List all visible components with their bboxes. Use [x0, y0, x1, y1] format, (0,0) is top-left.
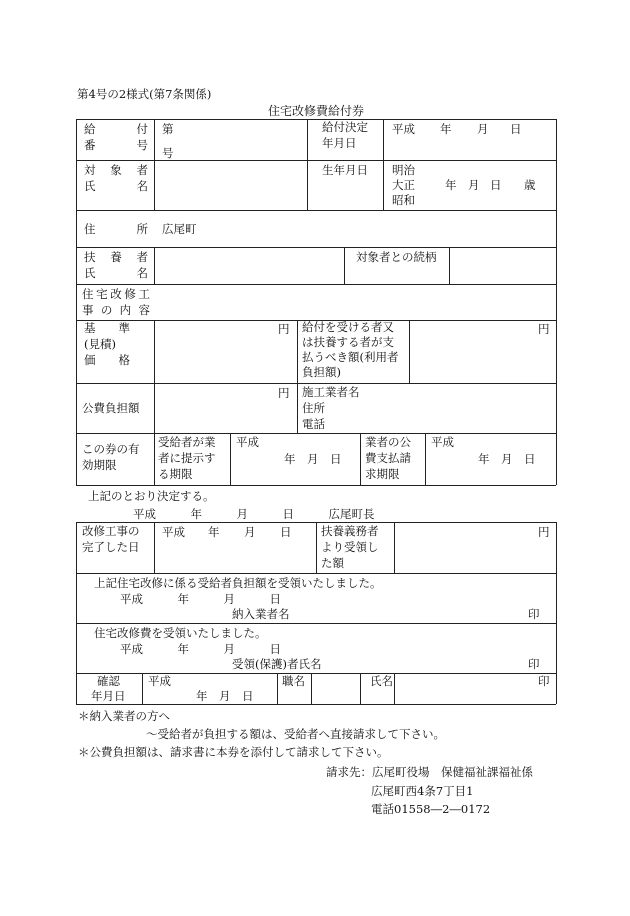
confirm-era: 平成 [148, 674, 171, 688]
supporter-label-2: 氏 名 [84, 266, 148, 280]
claim-deadline-era: 平成 [431, 435, 454, 449]
note-contractor-heading: ＊納入業者の方へ [78, 709, 170, 723]
decision-year: 年 [440, 122, 452, 136]
confirm-label: 確認 [97, 674, 120, 688]
name-label: 氏名 [370, 674, 393, 688]
address-value: 広尾町 [162, 222, 197, 236]
form-number: 第4号の2様式(第7条関係) [77, 87, 212, 101]
decision-date-label: 給付決定 年月日 [322, 120, 368, 150]
address-label: 住 所 [84, 222, 148, 236]
decision-statement: 上記のとおり決定する。 [88, 489, 215, 503]
public-amount-yen: 円 [278, 386, 290, 400]
contractor-name-label: 納入業者名 [232, 607, 290, 621]
payer-amount-yen: 円 [538, 322, 550, 336]
contractor-label: 施工業者名 住所 電話 [302, 385, 360, 431]
recipient-seal: 印 [528, 657, 540, 671]
decision-date-line: 平成 年 月 日 広尾町長 [133, 507, 375, 521]
subject-label: 対 象 者 [84, 163, 148, 177]
recipient-name-label: 受領(保護)者氏名 [232, 657, 322, 671]
grant-number-label: 給 付 [84, 122, 148, 136]
birth-age: 歳 [524, 178, 536, 192]
standard-price-label: 基 準 (見積) 価 格 [84, 321, 130, 367]
birth-date-label: 生年月日 [322, 163, 368, 177]
relation-label: 対象者との続柄 [356, 250, 437, 264]
birth-year: 年 [445, 178, 457, 192]
contact-address: 広尾町西4条7丁目1 [371, 784, 474, 798]
form-title: 住宅改修費給付券 [268, 104, 365, 118]
birth-eras: 明治 大正 昭和 [392, 163, 415, 207]
completion-date-label: 改修工事の 完了した日 [82, 524, 140, 554]
position-label: 職名 [282, 674, 305, 688]
received-amount-label: 扶養義務者 より受領し た額 [321, 524, 379, 570]
subject-label-2: 氏 名 [84, 179, 148, 193]
confirm-seal: 印 [538, 674, 550, 688]
claim-deadline-date: 年 月 日 [478, 452, 536, 466]
grant-number-label-2: 番 号 [84, 138, 148, 152]
standard-price-yen: 円 [278, 322, 290, 336]
receipt-contractor-text: 上記住宅改修に係る受給者負担額を受領いたしました。 [94, 576, 382, 590]
supporter-label: 扶 養 者 [84, 250, 148, 264]
birth-month: 月 [468, 178, 480, 192]
decision-era: 平成 [392, 122, 415, 136]
decision-day: 日 [510, 122, 522, 136]
present-deadline-date: 年 月 日 [284, 452, 342, 466]
contact-phone: 電話01558―2―0172 [371, 802, 491, 816]
completion-month: 月 [244, 525, 256, 539]
public-amount-label: 公費負担額 [82, 401, 140, 415]
birth-day: 日 [490, 178, 502, 192]
contact-billing: 請求先：広尾町役場 保健福祉課福祉係 [326, 765, 533, 779]
validity-label: この券の有 効期限 [82, 442, 140, 472]
receipt-recipient-date: 平成 年 月 日 [120, 642, 281, 656]
present-deadline-label: 受給者が業 者に提示す る期限 [158, 435, 216, 481]
confirm-label-2: 年月日 [91, 689, 126, 703]
completion-year: 年 [208, 525, 220, 539]
note-contractor-body: 〜受給者が負担する額は、受給者へ直接請求して下さい。 [146, 727, 445, 741]
receipt-contractor-date: 平成 年 月 日 [120, 592, 281, 606]
completion-day: 日 [280, 525, 292, 539]
work-content-label: 住宅改修工 [82, 287, 150, 301]
contractor-seal: 印 [528, 607, 540, 621]
payer-amount-label: 給付を受ける者又 は扶養する者が支 払うべき額(利用者 負担額) [302, 320, 399, 379]
receipt-recipient-text: 住宅改修費を受領いたしました。 [94, 626, 267, 640]
claim-deadline-label: 業者の公 費支払請 求期限 [365, 435, 411, 481]
received-amount-yen: 円 [538, 525, 550, 539]
present-deadline-era: 平成 [236, 435, 259, 449]
decision-month: 月 [477, 122, 489, 136]
completion-era: 平成 [162, 525, 185, 539]
confirm-date: 年 月 日 [196, 689, 254, 703]
grant-number-prefix: 第 [162, 122, 174, 136]
note-public-amount: ＊公費負担額は、請求書に本券を添付して請求して下さい。 [78, 745, 389, 759]
grant-number-suffix: 号 [162, 146, 174, 160]
work-content-label-2: 事の内容 [82, 303, 150, 317]
